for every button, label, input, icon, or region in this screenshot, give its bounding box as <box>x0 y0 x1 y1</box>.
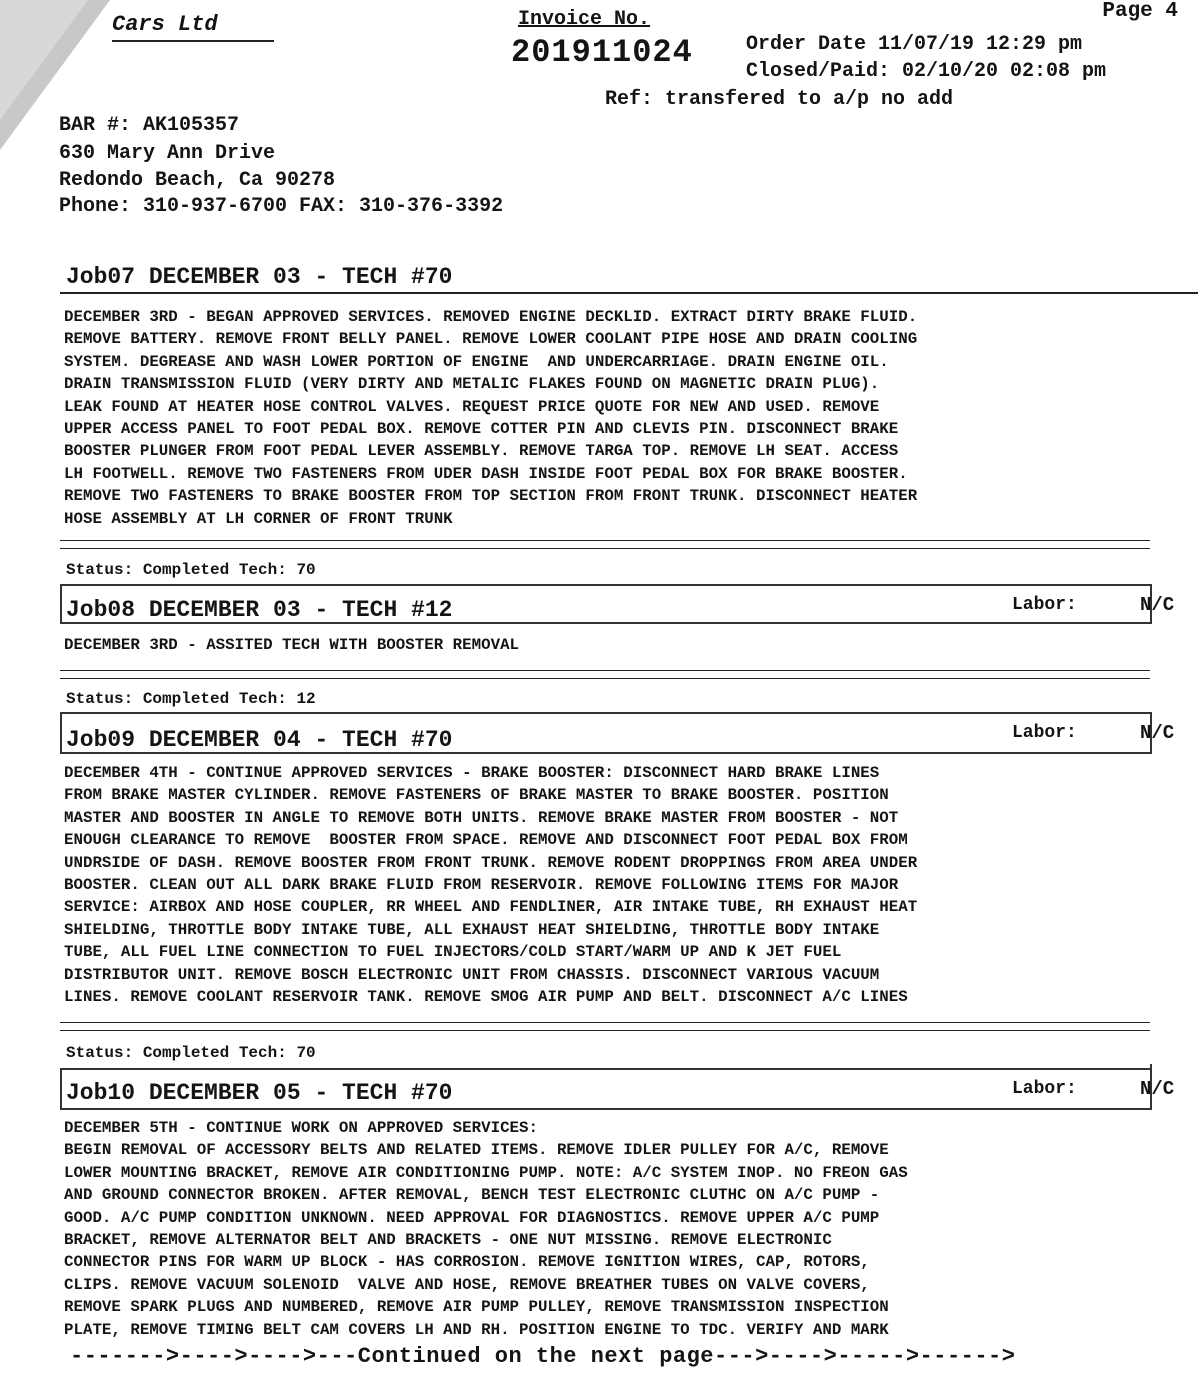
job07-description: DECEMBER 3RD - BEGAN APPROVED SERVICES. REMOVED ENGINE DECKLID. EXTRACT DIRTY BRAKE FLUID. REMOVE BATTERY. REMOVE FRONT BELLY PANEL. REMOVE LOWER COOLANT PIPE HOSE AND DRAIN COOLING SYSTEM. DEGREASE AND WASH LOWER PORTION OF ENGINE AND UNDERCARRIAGE. DRAIN ENGINE OIL. DRAIN TRANSMISSION FLUID (VERY DIRTY AND METALIC FLAKES FOUND ON MAGNETIC DRAIN PLUG). LEAK FOUND AT HEATER HOSE CONTROL VALVES. REQUEST PRICE QUOTE FOR NEW AND USED. REMOVE UPPER ACCESS PANEL TO FOOT PEDAL BOX. REMOVE COTTER PIN AND CLEVIS PIN. DISCONNECT BRAKE BOOSTER PLUNGER FROM FOOT PEDAL LEVER ASSEMBLY. REMOVE TARGA TOP. REMOVE LH SEAT. ACCESS LH FOOTWELL. REMOVE TWO FASTENERS FROM UDER DASH INSIDE FOOT PEDAL BOX FOR BRAKE BOOSTER. REMOVE TWO FASTENERS TO BRAKE BOOSTER FROM TOP SECTION FROM FRONT TRUNK. DISCONNECT HEATER HOSE ASSEMBLY AT LH CORNER OF FRONT TRUNK <box>64 308 918 528</box>
company-name: Cars Ltd <box>112 12 218 37</box>
job10-labor-label: Labor: <box>1012 1079 1077 1099</box>
job08-description: DECEMBER 3RD - ASSITED TECH WITH BOOSTER REMOVAL <box>64 636 520 654</box>
closed-paid-date: Closed/Paid: 02/10/20 02:08 pm <box>746 60 1107 83</box>
order-date: Order Date 11/07/19 12:29 pm <box>746 33 1083 56</box>
company-underline <box>112 40 274 42</box>
job08-end-rule-1 <box>60 670 1150 671</box>
job08-status: Status: Completed Tech: 12 <box>66 690 316 708</box>
job10-labor-value: N/C <box>1140 1078 1175 1100</box>
bar-number: BAR #: AK105357 <box>59 114 240 137</box>
job09-end-rule-1 <box>60 1022 1150 1023</box>
job09-labor-value: N/C <box>1140 722 1175 744</box>
continued-notice: ------->---->---->---Continued on the next page--->---->----->------> <box>70 1344 1016 1369</box>
phone-fax: Phone: 310-937-6700 FAX: 310-376-3392 <box>59 195 504 218</box>
job07-header-rule <box>60 292 1198 294</box>
job09-end-rule-2 <box>60 1030 1150 1031</box>
job10-title: Job10 DECEMBER 05 - TECH #70 <box>66 1080 453 1106</box>
job07-end-rule-2 <box>60 548 1150 549</box>
job08-labor-label: Labor: <box>1012 595 1077 615</box>
job09-labor-label: Labor: <box>1012 723 1077 743</box>
job09-description: DECEMBER 4TH - CONTINUE APPROVED SERVICES - BRAKE BOOSTER: DISCONNECT HARD BRAKE LINES FROM BRAKE MASTER CYLINDER. REMOVE FASTENERS OF BRAKE MASTER TO BRAKE BOOSTER. POSITION MASTER AND BOOSTER IN ANGLE TO REMOVE BOTH UNITS. REMOVE BRAKE MASTER FROM BOOSTER - NOT ENOUGH CLEARANCE TO REMOVE BOOSTER FROM SPACE. REMOVE AND DISCONNECT FOOT PEDAL BOX FROM UNDRSIDE OF DASH. REMOVE BOOSTER FROM FRONT TRUNK. REMOVE RODENT DROPPINGS FROM AREA UNDER BOOSTER. CLEAN OUT ALL DARK BRAKE FLUID FROM RESERVOIR. REMOVE FOLLOWING ITEMS FOR MAJOR SERVICE: AIRBOX AND HOSE COUPLER, RR WHEEL AND FENDLINER, AIR INTAKE TUBE, RH EXHAUST HEAT SHIELDING, THROTTLE BODY INTAKE TUBE, ALL EXHAUST HEAT SHIELDING, THROTTLE BODY INTAKE TUBE, ALL FUEL LINE CONNECTION TO FUEL INJECTORS/COLD START/WARM UP AND K JET FUEL DISTRIBUTOR UNIT. REMOVE BOSCH ELECTRONIC UNIT FROM CHASSIS. DISCONNECT VARIOUS VACUUM LINES. REMOVE COOLANT RESERVOIR TANK. REMOVE SMOG AIR PUMP AND BELT. DISCONNECT A/C LINES <box>64 764 918 1007</box>
job07-status: Status: Completed Tech: 70 <box>66 561 316 579</box>
job08-title: Job08 DECEMBER 03 - TECH #12 <box>66 597 453 623</box>
job08-labor-value: N/C <box>1140 594 1175 616</box>
job09-title: Job09 DECEMBER 04 - TECH #70 <box>66 727 453 753</box>
invoice-label: Invoice No. <box>518 8 651 31</box>
page-number: Page 4 <box>1102 0 1178 23</box>
job10-description: DECEMBER 5TH - CONTINUE WORK ON APPROVED SERVICES: BEGIN REMOVAL OF ACCESSORY BELTS AND RELATED ITEMS. REMOVE IDLER PULLEY FOR A/C, REMOVE LOWER MOUNTING BRACKET, REMOVE AIR CONDITIONING PUMP. NOTE: A/C SYSTEM INOP. NO FREON GAS AND GROUND CONNECTOR BROKEN. AFTER REMOVAL, BENCH TEST ELECTRONIC CLUTHC ON A/C PUMP - GOOD. A/C PUMP CONDITION UNKNOWN. NEED APPROVAL FOR DIAGNOSTICS. REMOVE UPPER A/C PUMP BRACKET, REMOVE ALTERNATOR BELT AND BRACKETS - ONE NUT MISSING. REMOVE ELECTRONIC CONNECTOR PINS FOR WARM UP BLOCK - HAS CORROSION. REMOVE IGNITION WIRES, CAP, ROTORS, CLIPS. REMOVE VACUUM SOLENOID VALVE AND HOSE, REMOVE BREATHER TUBES ON VALVE COVERS, REMOVE SPARK PLUGS AND NUMBERED, REMOVE AIR PUMP PULLEY, REMOVE TRANSMISSION INSPECTION PLATE, REMOVE TIMING BELT CAM COVERS LH AND RH. POSITION ENGINE TO TDC. VERIFY AND MARK <box>64 1119 908 1339</box>
job09-status: Status: Completed Tech: 70 <box>66 1044 316 1062</box>
folded-corner-highlight <box>0 0 88 120</box>
job07-end-rule-1 <box>60 540 1150 541</box>
job08-end-rule-2 <box>60 678 1150 679</box>
job07-title: Job07 DECEMBER 03 - TECH #70 <box>66 264 453 290</box>
street-address: 630 Mary Ann Drive <box>59 142 276 165</box>
reference: Ref: transfered to a/p no add <box>605 88 954 111</box>
invoice-number: 201911024 <box>511 34 693 71</box>
city-address: Redondo Beach, Ca 90278 <box>59 169 336 192</box>
